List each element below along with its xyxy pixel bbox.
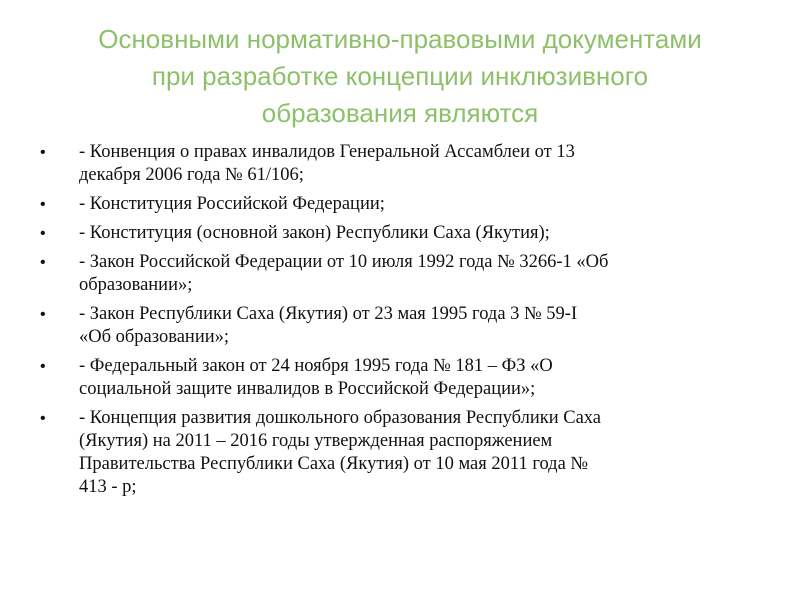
list-item-line: образовании»; (79, 275, 193, 295)
list-item-line: 413 - р; (79, 477, 137, 497)
list-item (37, 407, 767, 499)
bullet-icon: • (40, 254, 46, 271)
slide-title-line: Основными нормативно-правовыми документами (98, 24, 702, 54)
list-item-line: - Конституция (основной закон) Республики Саха (Якутия); (79, 223, 550, 243)
list-item-line: - Федеральный закон от 24 ноября 1995 года № 181 – ФЗ «О (79, 356, 553, 376)
list-item-line: Правительства Республики Саха (Якутия) от 10 мая 2011 года № (79, 454, 589, 474)
list-item-line: - Конвенция о правах инвалидов Генеральной Ассамблеи от 13 (79, 142, 575, 162)
bullet-icon: • (40, 306, 46, 323)
list-item (37, 222, 767, 245)
bullet-icon: • (40, 196, 46, 213)
list-item (37, 251, 767, 297)
list-item-line: (Якутия) на 2011 – 2016 годы утвержденная распоряжением (79, 431, 553, 451)
bullet-icon: • (40, 225, 46, 242)
list-item (37, 141, 767, 187)
slide-title (40, 21, 760, 132)
list-item-line: декабря 2006 года № 61/106; (79, 165, 304, 185)
bullet-icon: • (40, 358, 46, 375)
slide-title-line: при разработке концепции инклюзивного (151, 61, 649, 91)
bullet-icon: • (40, 410, 46, 427)
list-item-line: - Закон Российской Федерации от 10 июля 1992 года № 3266-1 «Об (79, 252, 609, 272)
bullet-icon: • (40, 144, 46, 161)
list-item (37, 193, 767, 216)
list-item-line: - Закон Республики Саха (Якутия) от 23 мая 1995 года 3 № 59-I (79, 304, 578, 324)
list-item-line: - Концепция развития дошкольного образования Республики Саха (79, 408, 602, 428)
list-item-line: - Конституция Российской Федерации; (79, 194, 385, 214)
document-list (37, 141, 767, 505)
list-item-line: «Об образовании»; (79, 327, 230, 347)
list-item-line: социальной защите инвалидов в Российской Федерации»; (79, 379, 536, 399)
list-item (37, 303, 767, 349)
list-item (37, 355, 767, 401)
slide-title-line: образования являются (261, 98, 539, 128)
